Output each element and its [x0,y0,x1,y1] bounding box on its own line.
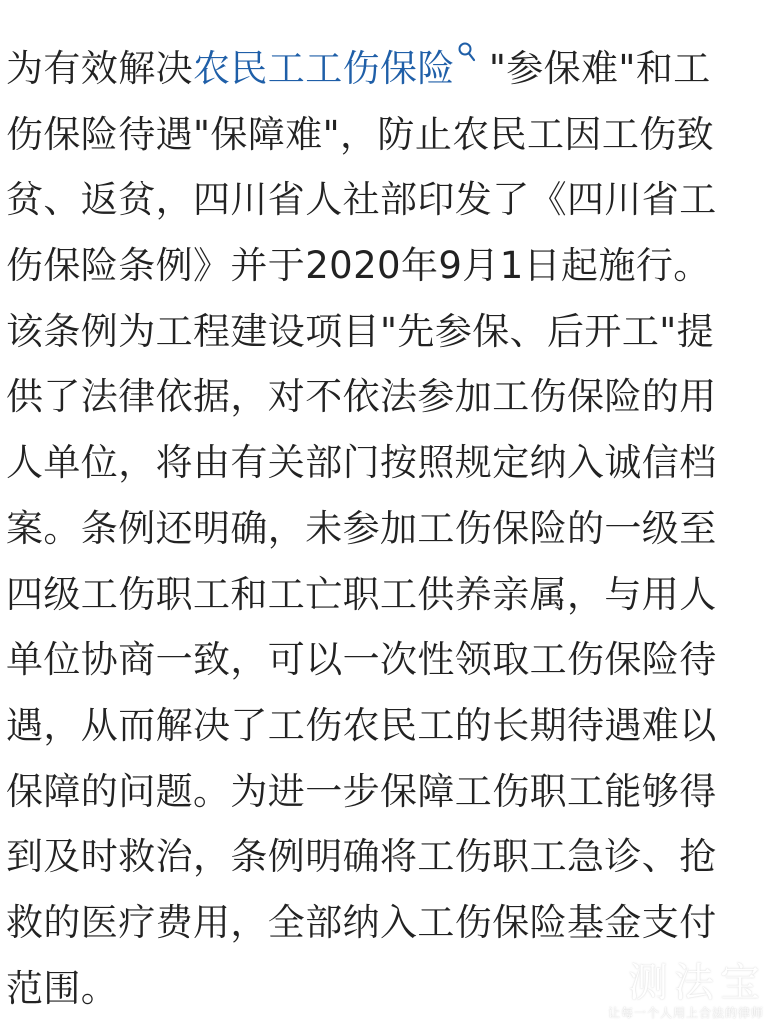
article-line: 保障的问题。为进一步保障工伤职工能够得 [6,769,717,813]
article-line: 到及时救治，条例明确将工伤职工急诊、抢 [6,835,717,879]
article-line: 四级工伤职工和工亡职工供养亲属，与用人 [6,572,717,616]
watermark-logo: 测法宝 [628,960,766,1006]
search-icon[interactable] [457,41,479,65]
watermark-slogan: 让每一个人用上合法的律师 [607,1006,764,1020]
article-line: 单位协商一致，可以一次性领取工伤保险待 [6,638,717,682]
article-line: 案。条例还明确，未参加工伤保险的一级至 [6,506,717,550]
article-line: 该条例为工程建设项目"先参保、后开工"提 [6,309,715,353]
article-line: 伤保险待遇"保障难"，防止农民工因工伤致 [6,112,715,156]
article-line: 贫、返贫，四川省人社部印发了《四川省工 [6,178,717,222]
article-line: 供了法律依据，对不依法参加工伤保险的用 [6,375,717,419]
line-text-before-link: 为有效解决 [6,47,193,90]
article-line: 伤保险条例》并于2020年9月1日起施行。 [6,244,711,288]
article-line: 救的医疗费用，全部纳入工伤保险基金支付 [6,900,717,944]
article-line: 遇，从而解决了工伤农民工的长期待遇难以 [6,703,717,747]
article-line: 范围。 [6,966,119,1010]
article-line: 人单位，将由有关部门按照规定纳入诚信档 [6,441,717,485]
article-line-1 [6,36,768,102]
keyword-link-migrant-worker-injury-insurance[interactable]: 农民工工伤保险 [193,47,455,90]
line-text-after-link: "参保难"和工 [488,47,711,90]
article-body [6,36,768,1021]
